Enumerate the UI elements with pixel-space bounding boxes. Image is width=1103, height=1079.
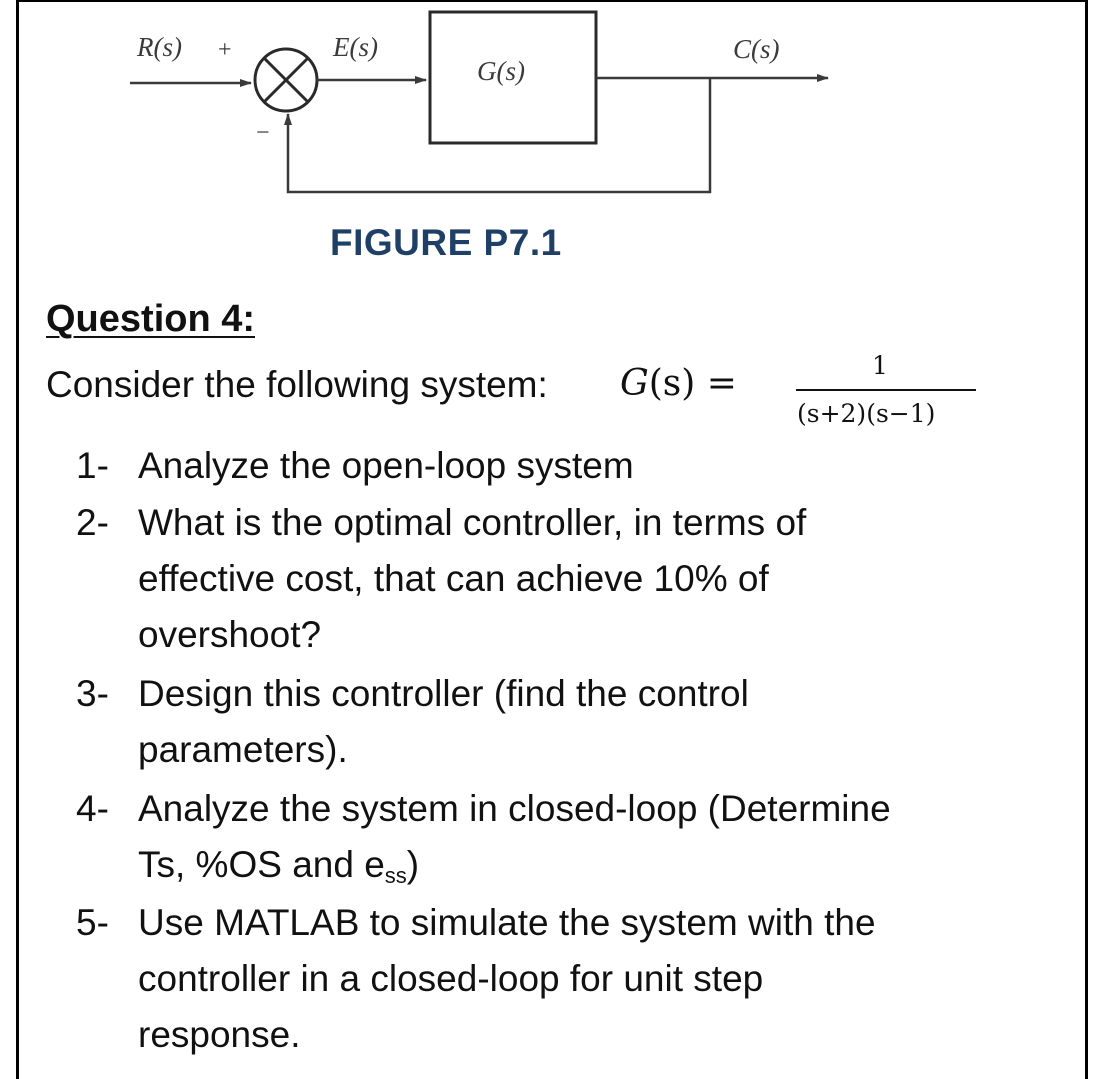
equation-function: G: [620, 363, 649, 404]
item-2-line-1: What is the optimal controller, in terms of: [138, 502, 807, 543]
input-label: R(s): [137, 32, 182, 62]
item-5-line-3: response.: [138, 1014, 301, 1055]
item-5-number: 5-: [76, 902, 109, 943]
output-label: C(s): [733, 34, 780, 64]
item-4-number: 4-: [76, 788, 109, 829]
item-2-number: 2-: [76, 502, 109, 543]
equation-lhs: [620, 363, 737, 404]
item-3-number: 3-: [76, 673, 109, 714]
equation-equals: =: [695, 363, 737, 404]
item-5-line-1: Use MATLAB to simulate the system with the: [138, 902, 876, 943]
item-4-line-1: Analyze the system in closed-loop (Determine: [138, 788, 891, 829]
item-2-line-2: effective cost, that can achieve 10% of: [138, 558, 769, 599]
item-4-line-2: [138, 844, 419, 889]
question-intro: Consider the following system:: [46, 364, 548, 405]
minus-sign: −: [256, 120, 270, 146]
item-4-line-2-text: Ts, %OS and e: [138, 844, 385, 885]
item-5-line-2: controller in a closed-loop for unit step: [138, 958, 764, 999]
equation-denominator: (s+2)(s−1): [797, 399, 936, 428]
item-4-subscript: ss: [384, 863, 407, 888]
equation-argument: (s): [648, 363, 696, 404]
equation-numerator: 1: [872, 351, 888, 380]
fraction-bar: [796, 389, 976, 391]
figure-caption: FIGURE P7.1: [330, 222, 562, 263]
summing-junction: [255, 49, 317, 111]
block-label: G(s): [477, 56, 525, 86]
error-label: E(s): [333, 32, 378, 62]
item-2-line-3: overshoot?: [138, 614, 322, 655]
plus-sign: +: [218, 37, 232, 63]
question-title: Question 4:: [46, 298, 256, 340]
feedback-block-diagram: [0, 0, 1103, 215]
item-4-line-2-close: ): [406, 844, 420, 885]
item-3-line-2: parameters).: [138, 729, 348, 770]
item-1-number: 1-: [76, 445, 109, 486]
item-1-line-1: Analyze the open-loop system: [138, 445, 634, 486]
item-3-line-1: Design this controller (find the control: [138, 673, 749, 714]
